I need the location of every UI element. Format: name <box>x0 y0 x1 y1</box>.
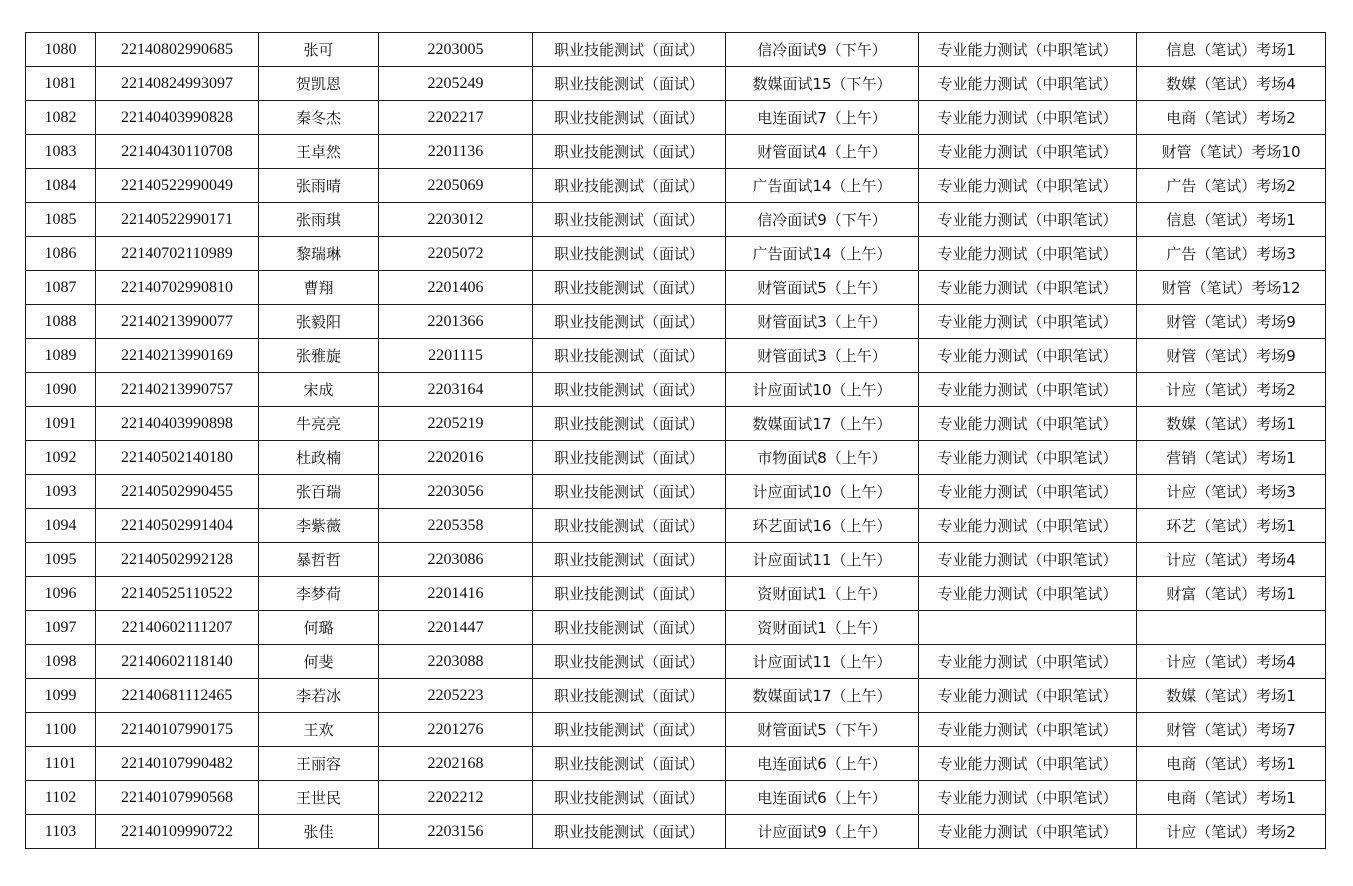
test-one-room-cell: 数媒面试17（上午） <box>726 407 919 441</box>
table-row <box>26 815 1326 849</box>
registration-number-cell: 22140802990685 <box>96 33 259 67</box>
exam-id-cell: 2203156 <box>379 815 533 849</box>
table-row <box>26 33 1326 67</box>
test-one-room-cell: 财管面试5（上午） <box>726 271 919 305</box>
registration-number-cell: 22140681112465 <box>96 679 259 713</box>
test-one-cell: 职业技能测试（面试） <box>533 339 726 373</box>
test-two-cell: 专业能力测试（中职笔试） <box>919 713 1137 747</box>
test-two-room-cell: 电商（笔试）考场2 <box>1137 101 1326 135</box>
row-index-cell: 1093 <box>26 475 96 509</box>
row-index-cell: 1084 <box>26 169 96 203</box>
test-two-cell: 专业能力测试（中职笔试） <box>919 475 1137 509</box>
test-one-room-cell: 财管面试5（下午） <box>726 713 919 747</box>
student-name-cell: 张佳 <box>259 815 379 849</box>
registration-number-cell: 22140213990757 <box>96 373 259 407</box>
test-two-room-cell: 数媒（笔试）考场1 <box>1137 679 1326 713</box>
test-two-room-cell: 环艺（笔试）考场1 <box>1137 509 1326 543</box>
test-one-room-cell: 计应面试11（上午） <box>726 543 919 577</box>
registration-number-cell: 22140602118140 <box>96 645 259 679</box>
test-two-cell: 专业能力测试（中职笔试） <box>919 543 1137 577</box>
test-two-room-cell: 财管（笔试）考场7 <box>1137 713 1326 747</box>
table-row <box>26 509 1326 543</box>
row-index-cell: 1097 <box>26 611 96 645</box>
test-one-room-cell: 计应面试10（上午） <box>726 475 919 509</box>
row-index-cell: 1081 <box>26 67 96 101</box>
test-two-room-cell: 财富（笔试）考场1 <box>1137 577 1326 611</box>
test-one-cell: 职业技能测试（面试） <box>533 203 726 237</box>
table-row <box>26 713 1326 747</box>
row-index-cell: 1082 <box>26 101 96 135</box>
exam-id-cell: 2205072 <box>379 237 533 271</box>
test-one-cell: 职业技能测试（面试） <box>533 169 726 203</box>
test-one-cell: 职业技能测试（面试） <box>533 271 726 305</box>
student-name-cell: 何璐 <box>259 611 379 645</box>
table-row <box>26 543 1326 577</box>
exam-id-cell: 2201115 <box>379 339 533 373</box>
test-two-cell: 专业能力测试（中职笔试） <box>919 135 1137 169</box>
table-row <box>26 373 1326 407</box>
test-one-cell: 职业技能测试（面试） <box>533 373 726 407</box>
student-name-cell: 张雨琪 <box>259 203 379 237</box>
test-two-room-cell: 数媒（笔试）考场4 <box>1137 67 1326 101</box>
row-index-cell: 1098 <box>26 645 96 679</box>
exam-id-cell: 2203086 <box>379 543 533 577</box>
table-row <box>26 339 1326 373</box>
row-index-cell: 1080 <box>26 33 96 67</box>
student-name-cell: 曹翔 <box>259 271 379 305</box>
registration-number-cell: 22140502140180 <box>96 441 259 475</box>
row-index-cell: 1094 <box>26 509 96 543</box>
test-one-room-cell: 资财面试1（上午） <box>726 611 919 645</box>
registration-number-cell: 22140824993097 <box>96 67 259 101</box>
row-index-cell: 1087 <box>26 271 96 305</box>
student-name-cell: 何斐 <box>259 645 379 679</box>
registration-number-cell: 22140213990077 <box>96 305 259 339</box>
table-row <box>26 781 1326 815</box>
test-two-cell: 专业能力测试（中职笔试） <box>919 305 1137 339</box>
test-one-cell: 职业技能测试（面试） <box>533 475 726 509</box>
test-one-cell: 职业技能测试（面试） <box>533 135 726 169</box>
table-row <box>26 67 1326 101</box>
test-two-cell <box>919 611 1137 645</box>
table-row <box>26 305 1326 339</box>
test-two-room-cell: 电商（笔试）考场1 <box>1137 781 1326 815</box>
test-one-room-cell: 计应面试9（上午） <box>726 815 919 849</box>
row-index-cell: 1086 <box>26 237 96 271</box>
test-one-room-cell: 计应面试11（上午） <box>726 645 919 679</box>
row-index-cell: 1101 <box>26 747 96 781</box>
test-one-cell: 职业技能测试（面试） <box>533 679 726 713</box>
registration-number-cell: 22140107990568 <box>96 781 259 815</box>
test-one-cell: 职业技能测试（面试） <box>533 305 726 339</box>
student-name-cell: 张百瑞 <box>259 475 379 509</box>
student-name-cell: 牛亮亮 <box>259 407 379 441</box>
test-two-cell: 专业能力测试（中职笔试） <box>919 645 1137 679</box>
registration-number-cell: 22140522990171 <box>96 203 259 237</box>
registration-number-cell: 22140502990455 <box>96 475 259 509</box>
student-name-cell: 暴哲哲 <box>259 543 379 577</box>
student-name-cell: 王卓然 <box>259 135 379 169</box>
test-one-room-cell: 环艺面试16（上午） <box>726 509 919 543</box>
table-row <box>26 577 1326 611</box>
exam-id-cell: 2205069 <box>379 169 533 203</box>
student-name-cell: 李紫薇 <box>259 509 379 543</box>
test-one-cell: 职业技能测试（面试） <box>533 33 726 67</box>
table-body <box>26 33 1326 849</box>
test-one-room-cell: 数媒面试17（上午） <box>726 679 919 713</box>
registration-number-cell: 22140522990049 <box>96 169 259 203</box>
test-one-cell: 职业技能测试（面试） <box>533 611 726 645</box>
table-row <box>26 101 1326 135</box>
test-two-room-cell: 计应（笔试）考场4 <box>1137 543 1326 577</box>
test-two-cell: 专业能力测试（中职笔试） <box>919 271 1137 305</box>
table-row <box>26 747 1326 781</box>
registration-number-cell: 22140403990898 <box>96 407 259 441</box>
test-one-cell: 职业技能测试（面试） <box>533 237 726 271</box>
table-row <box>26 407 1326 441</box>
student-name-cell: 李梦荷 <box>259 577 379 611</box>
table-row <box>26 271 1326 305</box>
student-name-cell: 王欢 <box>259 713 379 747</box>
test-one-room-cell: 资财面试1（上午） <box>726 577 919 611</box>
row-index-cell: 1083 <box>26 135 96 169</box>
test-one-cell: 职业技能测试（面试） <box>533 67 726 101</box>
exam-id-cell: 2202217 <box>379 101 533 135</box>
row-index-cell: 1100 <box>26 713 96 747</box>
test-two-cell: 专业能力测试（中职笔试） <box>919 203 1137 237</box>
test-one-cell: 职业技能测试（面试） <box>533 441 726 475</box>
test-two-cell: 专业能力测试（中职笔试） <box>919 101 1137 135</box>
test-one-room-cell: 市物面试8（上午） <box>726 441 919 475</box>
table-row <box>26 237 1326 271</box>
row-index-cell: 1085 <box>26 203 96 237</box>
registration-number-cell: 22140403990828 <box>96 101 259 135</box>
row-index-cell: 1091 <box>26 407 96 441</box>
test-one-cell: 职业技能测试（面试） <box>533 815 726 849</box>
exam-id-cell: 2202168 <box>379 747 533 781</box>
student-name-cell: 宋成 <box>259 373 379 407</box>
student-name-cell: 黎瑞琳 <box>259 237 379 271</box>
table-row <box>26 611 1326 645</box>
test-one-cell: 职业技能测试（面试） <box>533 407 726 441</box>
student-name-cell: 张雨晴 <box>259 169 379 203</box>
row-index-cell: 1102 <box>26 781 96 815</box>
test-two-cell: 专业能力测试（中职笔试） <box>919 577 1137 611</box>
exam-id-cell: 2205223 <box>379 679 533 713</box>
test-two-room-cell: 计应（笔试）考场2 <box>1137 373 1326 407</box>
test-one-cell: 职业技能测试（面试） <box>533 509 726 543</box>
test-two-cell: 专业能力测试（中职笔试） <box>919 169 1137 203</box>
test-one-room-cell: 信冷面试9（下午） <box>726 203 919 237</box>
test-two-cell: 专业能力测试（中职笔试） <box>919 407 1137 441</box>
registration-number-cell: 22140213990169 <box>96 339 259 373</box>
test-one-cell: 职业技能测试（面试） <box>533 781 726 815</box>
exam-id-cell: 2203005 <box>379 33 533 67</box>
row-index-cell: 1092 <box>26 441 96 475</box>
registration-number-cell: 22140107990175 <box>96 713 259 747</box>
registration-number-cell: 22140107990482 <box>96 747 259 781</box>
registration-number-cell: 22140525110522 <box>96 577 259 611</box>
exam-id-cell: 2201276 <box>379 713 533 747</box>
exam-id-cell: 2201447 <box>379 611 533 645</box>
row-index-cell: 1088 <box>26 305 96 339</box>
registration-number-cell: 22140109990722 <box>96 815 259 849</box>
test-two-room-cell: 广告（笔试）考场2 <box>1137 169 1326 203</box>
test-one-room-cell: 电连面试6（上午） <box>726 781 919 815</box>
student-name-cell: 张毅阳 <box>259 305 379 339</box>
table-row <box>26 441 1326 475</box>
test-two-cell: 专业能力测试（中职笔试） <box>919 373 1137 407</box>
row-index-cell: 1103 <box>26 815 96 849</box>
registration-number-cell: 22140502992128 <box>96 543 259 577</box>
test-one-cell: 职业技能测试（面试） <box>533 577 726 611</box>
test-two-room-cell: 财管（笔试）考场9 <box>1137 305 1326 339</box>
test-one-room-cell: 电连面试6（上午） <box>726 747 919 781</box>
test-one-cell: 职业技能测试（面试） <box>533 713 726 747</box>
test-one-room-cell: 数媒面试15（下午） <box>726 67 919 101</box>
exam-id-cell: 2203012 <box>379 203 533 237</box>
exam-id-cell: 2201136 <box>379 135 533 169</box>
exam-id-cell: 2201406 <box>379 271 533 305</box>
test-two-room-cell: 计应（笔试）考场4 <box>1137 645 1326 679</box>
test-one-room-cell: 财管面试3（上午） <box>726 339 919 373</box>
registration-number-cell: 22140502991404 <box>96 509 259 543</box>
test-two-room-cell: 计应（笔试）考场3 <box>1137 475 1326 509</box>
registration-number-cell: 22140702110989 <box>96 237 259 271</box>
test-two-room-cell: 计应（笔试）考场2 <box>1137 815 1326 849</box>
student-name-cell: 秦冬杰 <box>259 101 379 135</box>
student-name-cell: 贺凯恩 <box>259 67 379 101</box>
test-two-room-cell: 信息（笔试）考场1 <box>1137 33 1326 67</box>
test-two-room-cell: 财管（笔试）考场12 <box>1137 271 1326 305</box>
student-name-cell: 杜政楠 <box>259 441 379 475</box>
row-index-cell: 1095 <box>26 543 96 577</box>
test-one-room-cell: 电连面试7（上午） <box>726 101 919 135</box>
student-name-cell: 张可 <box>259 33 379 67</box>
test-two-cell: 专业能力测试（中职笔试） <box>919 815 1137 849</box>
test-two-cell: 专业能力测试（中职笔试） <box>919 679 1137 713</box>
test-two-room-cell: 财管（笔试）考场9 <box>1137 339 1326 373</box>
student-name-cell: 李若冰 <box>259 679 379 713</box>
exam-schedule-table <box>25 32 1326 849</box>
test-two-room-cell: 财管（笔试）考场10 <box>1137 135 1326 169</box>
test-two-cell: 专业能力测试（中职笔试） <box>919 441 1137 475</box>
table-row <box>26 169 1326 203</box>
registration-number-cell: 22140702990810 <box>96 271 259 305</box>
test-two-room-cell: 数媒（笔试）考场1 <box>1137 407 1326 441</box>
test-one-room-cell: 广告面试14（上午） <box>726 237 919 271</box>
exam-id-cell: 2203164 <box>379 373 533 407</box>
test-one-room-cell: 财管面试3（上午） <box>726 305 919 339</box>
student-name-cell: 张雅旋 <box>259 339 379 373</box>
test-two-room-cell: 营销（笔试）考场1 <box>1137 441 1326 475</box>
table-row <box>26 135 1326 169</box>
exam-id-cell: 2205249 <box>379 67 533 101</box>
exam-id-cell: 2203056 <box>379 475 533 509</box>
test-one-room-cell: 计应面试10（上午） <box>726 373 919 407</box>
exam-id-cell: 2205219 <box>379 407 533 441</box>
test-two-room-cell: 广告（笔试）考场3 <box>1137 237 1326 271</box>
exam-id-cell: 2201366 <box>379 305 533 339</box>
test-one-room-cell: 财管面试4（上午） <box>726 135 919 169</box>
table-row <box>26 679 1326 713</box>
test-two-cell: 专业能力测试（中职笔试） <box>919 781 1137 815</box>
row-index-cell: 1099 <box>26 679 96 713</box>
student-name-cell: 王世民 <box>259 781 379 815</box>
exam-id-cell: 2202212 <box>379 781 533 815</box>
test-one-cell: 职业技能测试（面试） <box>533 543 726 577</box>
test-one-cell: 职业技能测试（面试） <box>533 747 726 781</box>
row-index-cell: 1090 <box>26 373 96 407</box>
student-name-cell: 王丽容 <box>259 747 379 781</box>
registration-number-cell: 22140430110708 <box>96 135 259 169</box>
test-two-cell: 专业能力测试（中职笔试） <box>919 509 1137 543</box>
table-row <box>26 203 1326 237</box>
exam-id-cell: 2203088 <box>379 645 533 679</box>
test-two-cell: 专业能力测试（中职笔试） <box>919 33 1137 67</box>
test-two-room-cell: 电商（笔试）考场1 <box>1137 747 1326 781</box>
exam-id-cell: 2205358 <box>379 509 533 543</box>
test-two-room-cell <box>1137 611 1326 645</box>
row-index-cell: 1096 <box>26 577 96 611</box>
table-row <box>26 475 1326 509</box>
exam-id-cell: 2202016 <box>379 441 533 475</box>
test-one-cell: 职业技能测试（面试） <box>533 645 726 679</box>
row-index-cell: 1089 <box>26 339 96 373</box>
test-two-cell: 专业能力测试（中职笔试） <box>919 747 1137 781</box>
test-two-cell: 专业能力测试（中职笔试） <box>919 67 1137 101</box>
table-row <box>26 645 1326 679</box>
test-one-cell: 职业技能测试（面试） <box>533 101 726 135</box>
test-two-room-cell: 信息（笔试）考场1 <box>1137 203 1326 237</box>
exam-id-cell: 2201416 <box>379 577 533 611</box>
test-one-room-cell: 信冷面试9（下午） <box>726 33 919 67</box>
registration-number-cell: 22140602111207 <box>96 611 259 645</box>
test-one-room-cell: 广告面试14（上午） <box>726 169 919 203</box>
test-two-cell: 专业能力测试（中职笔试） <box>919 237 1137 271</box>
test-two-cell: 专业能力测试（中职笔试） <box>919 339 1137 373</box>
